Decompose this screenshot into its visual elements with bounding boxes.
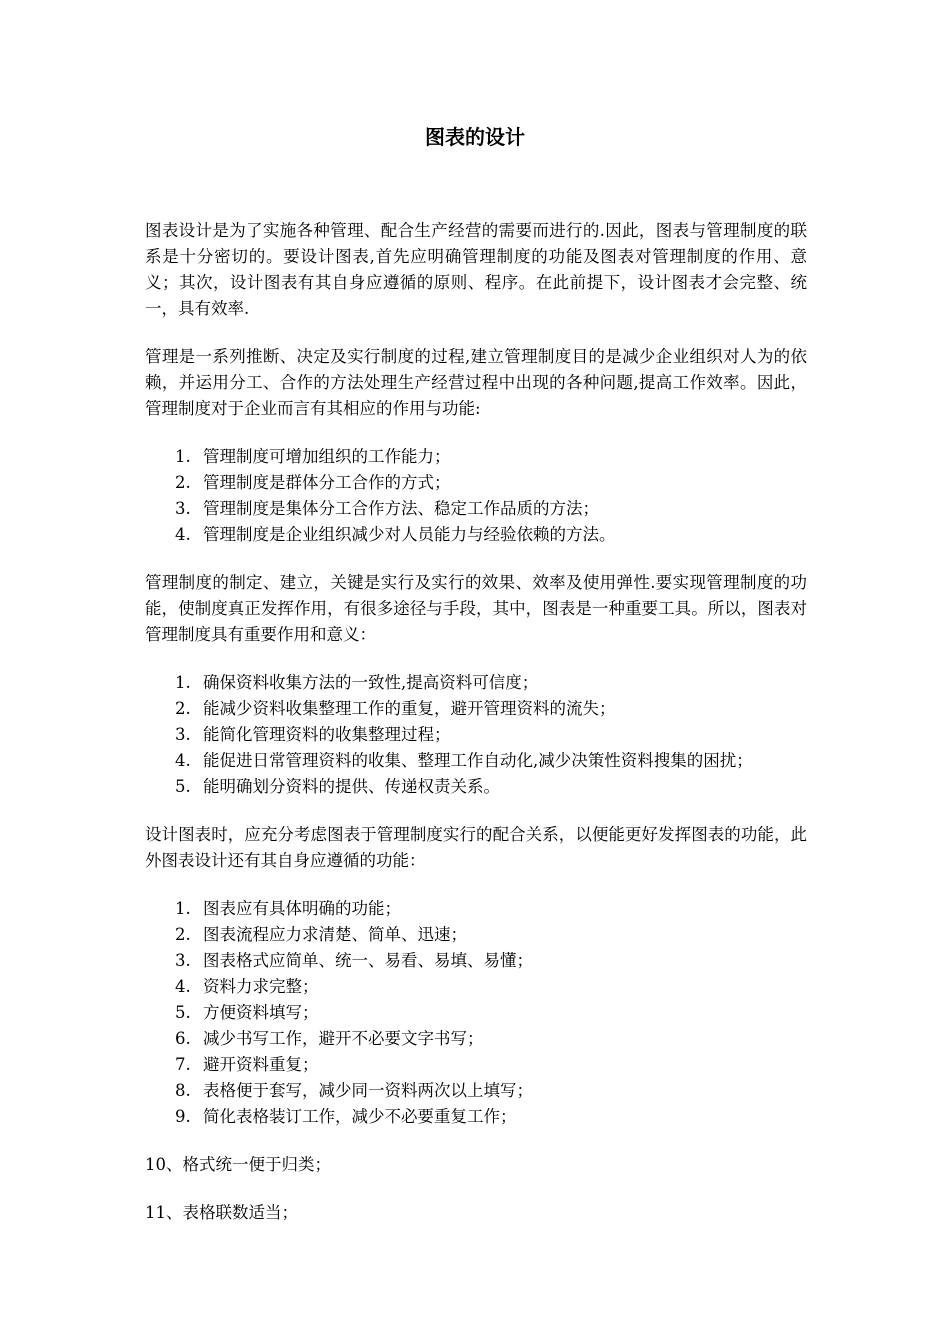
list-item-text: 管理制度是集体分工合作方法、稳定工作品质的方法；	[203, 499, 599, 518]
list-item	[175, 522, 807, 548]
list-item	[175, 774, 807, 800]
list-item-text: 能明确划分资料的提供、传递权责关系。	[203, 777, 500, 796]
list-item	[175, 948, 807, 974]
list-item	[175, 974, 807, 1000]
list-number: 4.	[175, 977, 191, 996]
list-number: 7.	[175, 1055, 191, 1074]
list-item-text: 管理制度是企业组织减少对人员能力与经验依赖的方法。	[203, 525, 616, 544]
list-number: 1.	[175, 673, 191, 692]
list-item-10: 10、格式统一便于归类；	[145, 1155, 331, 1174]
list-item-text: 避开资料重复；	[203, 1055, 319, 1074]
list-item-text: 确保资料收集方法的一致性,提高资料可信度；	[203, 673, 539, 692]
list-item-text: 管理制度是群体分工合作的方式；	[203, 473, 451, 492]
list-item	[175, 444, 807, 470]
list-item	[175, 922, 807, 948]
section1-list	[145, 444, 807, 548]
list-item	[175, 722, 807, 748]
intro-paragraph: 图表设计是为了实施各种管理、配合生产经营的需要而进行的.因此，图表与管理制度的联系是十分密切的。要设计图表,首先应明确管理制度的功能及图表对管理制度的作用、意义；其次，设计图表有其自身应遵循的原则、程序。在此前提下，设计图表才会完整、统一，具有效率.	[145, 221, 807, 318]
list-item	[175, 1078, 807, 1104]
list-number: 9.	[175, 1107, 191, 1126]
list-number: 2.	[175, 473, 191, 492]
list-number: 4.	[175, 525, 191, 544]
list-item-text: 能减少资料收集整理工作的重复，避开管理资料的流失；	[203, 699, 616, 718]
section3-paragraph: 设计图表时，应充分考虑图表于管理制度实行的配合关系，以便能更好发挥图表的功能，此外图表设计还有其自身应遵循的功能：	[145, 825, 807, 870]
list-item-text: 资料力求完整；	[203, 977, 319, 996]
list-item	[175, 470, 807, 496]
section2-list	[145, 670, 807, 800]
list-item-text: 图表流程应力求清楚、简单、迅速；	[203, 925, 467, 944]
section3-list	[145, 896, 807, 1130]
list-number: 5.	[175, 777, 191, 796]
list-item	[175, 748, 807, 774]
list-item-text: 方便资料填写；	[203, 1003, 319, 1022]
list-number: 3.	[175, 499, 191, 518]
list-number: 5.	[175, 1003, 191, 1022]
list-number: 6.	[175, 1029, 191, 1048]
list-number: 3.	[175, 951, 191, 970]
list-item	[175, 496, 807, 522]
list-item	[175, 696, 807, 722]
list-item-11: 11、表格联数适当；	[145, 1203, 298, 1222]
list-item	[175, 1000, 807, 1026]
list-item	[175, 670, 807, 696]
list-number: 1.	[175, 447, 191, 466]
list-item-text: 能简化管理资料的收集整理过程；	[203, 725, 451, 744]
list-number: 1.	[175, 899, 191, 918]
list-item-text: 表格便于套写，减少同一资料两次以上填写；	[203, 1081, 533, 1100]
list-item	[175, 1052, 807, 1078]
list-number: 3.	[175, 725, 191, 744]
list-number: 2.	[175, 699, 191, 718]
list-number: 4.	[175, 751, 191, 770]
list-item-text: 图表应有具体明确的功能；	[203, 899, 401, 918]
list-item-text: 图表格式应简单、统一、易看、易填、易懂；	[203, 951, 533, 970]
list-number: 2.	[175, 925, 191, 944]
section2-paragraph: 管理制度的制定、建立，关键是实行及实行的效果、效率及使用弹性.要实现管理制度的功能，使制度真正发挥作用，有很多途径与手段，其中，图表是一种重要工具。所以，图表对管理制度具有重要作用和意义：	[145, 573, 807, 644]
list-number: 8.	[175, 1081, 191, 1100]
document-body	[145, 218, 807, 1248]
list-item	[175, 896, 807, 922]
list-item	[175, 1026, 807, 1052]
list-item-text: 能促进日常管理资料的收集、整理工作自动化,减少决策性资料搜集的困扰；	[203, 751, 753, 770]
page-title: 图表的设计	[425, 125, 525, 149]
list-item-text: 减少书写工作，避开不必要文字书写；	[203, 1029, 484, 1048]
list-item-text: 管理制度可增加组织的工作能力；	[203, 447, 451, 466]
section1-paragraph: 管理是一系列推断、决定及实行制度的过程,建立管理制度目的是减少企业组织对人为的依赖，并运用分工、合作的方法处理生产经营过程中出现的各种问题,提高工作效率。因此，管理制度对于企业而言有其相应的作用与功能:	[145, 347, 807, 418]
list-item	[175, 1104, 807, 1130]
list-item-text: 简化表格装订工作，减少不必要重复工作；	[203, 1107, 517, 1126]
